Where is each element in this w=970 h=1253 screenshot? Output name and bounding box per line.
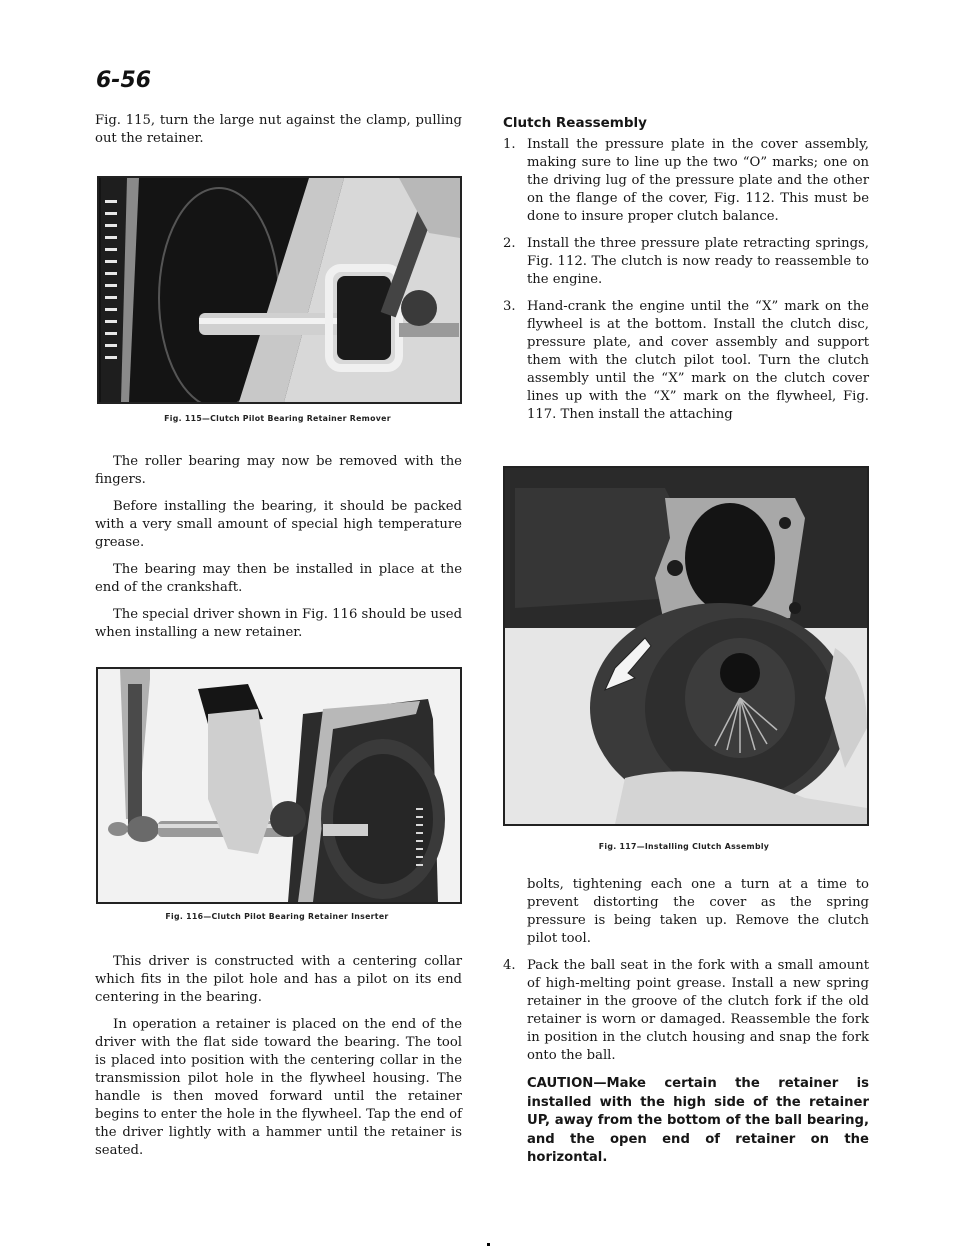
step-text: Install the three pressure plate retracting springs, Fig. 112. The clutch is now ready to reassemble to the engine. [527,236,869,287]
paragraph: Before installing the bearing, it should be packed with a very small amount of special high temperature grease. [95,499,462,550]
figure-115-caption: Fig. 115—Clutch Pilot Bearing Retainer Remover [164,414,391,423]
figure-116 [96,667,462,904]
paragraph: The bearing may then be installed in place at the end of the crankshaft. [95,562,462,595]
step-text: Hand-crank the engine until the “X” mark on the flywheel is at the bottom. Install the clutch disc, pressure plate, and cover assembly and support them with the clutch pilot tool. Turn the clutch assembly until the “X” mark on the clutch cover lines up with the “X” mark on the flywheel, Fig. 117. Then install the attaching [527,299,869,422]
step-4 [503,957,869,1065]
clutch-pilot-bearing-inserter-photo-icon [98,669,460,902]
left-intro [95,112,462,148]
paragraph: This driver is constructed with a centering collar which fits in the pilot hole and has a pilot on its end centering in the bearing. [95,954,462,1005]
step-2 [503,235,869,289]
installing-clutch-assembly-photo-icon [505,468,867,824]
figure-117 [503,466,869,826]
step-number: 1. [503,137,516,152]
caution-note: CAUTION—Make certain the retainer is installed with the high side of the retainer UP, away from the bottom of the ball bearing, and the open end of retainer on the horizontal. [527,1076,869,1165]
step-3-continued [503,876,869,948]
right-bottom-section [503,876,869,1168]
step-text: bolts, tightening each one a turn at a time to prevent distorting the cover as the spring pressure is being taken up. Remove the clutch pilot tool. [527,877,869,946]
step-text: Pack the ball seat in the fork with a small amount of high-melting point grease. Install a new spring retainer in the groove of the clutch fork if the old retainer is worn or damaged. Reassemble the fork in position in the clutch housing and snap the fork onto the ball. [527,958,869,1063]
clutch-pilot-bearing-remover-photo-icon [99,178,460,402]
page-number: 6-56 [96,68,152,93]
figure-116-caption: Fig. 116—Clutch Pilot Bearing Retainer Inserter [165,912,389,921]
figure-115 [97,176,462,404]
intro-paragraph: Fig. 115, turn the large nut against the clamp, pulling out the retainer. [95,113,462,146]
right-top-section [503,114,869,424]
paragraph: The roller bearing may now be removed with the fingers. [95,454,462,487]
paragraph: In operation a retainer is placed on the end of the driver with the flat side toward the bearing. The tool is placed into position with the centering collar in the transmission pilot hole in the flywheel housing. The handle is then moved forward until the retainer begins to enter the hole in the flywheel. Tap the end of the driver lightly with a hammer until the retainer is seated. [95,1017,462,1158]
left-paragraphs-a [95,453,462,642]
section-heading: Clutch Reassembly [503,115,647,131]
paragraph: The special driver shown in Fig. 116 should be used when installing a new retainer. [95,607,463,640]
step-number: 2. [503,236,516,251]
left-paragraphs-b [95,953,462,1160]
page-mark [487,1243,490,1246]
step-3 [503,298,869,424]
step-number: 4. [503,958,516,973]
step-text: Install the pressure plate in the cover assembly, making sure to line up the two “O” marks; one on the driving lug of the pressure plate and the other on the flange of the cover, Fig. 112. This must be done to insure proper clutch balance. [527,137,869,224]
caution-block [503,1075,869,1168]
step-number: 3. [503,299,516,314]
step-1 [503,136,869,226]
figure-117-caption: Fig. 117—Installing Clutch Assembly [598,842,770,851]
